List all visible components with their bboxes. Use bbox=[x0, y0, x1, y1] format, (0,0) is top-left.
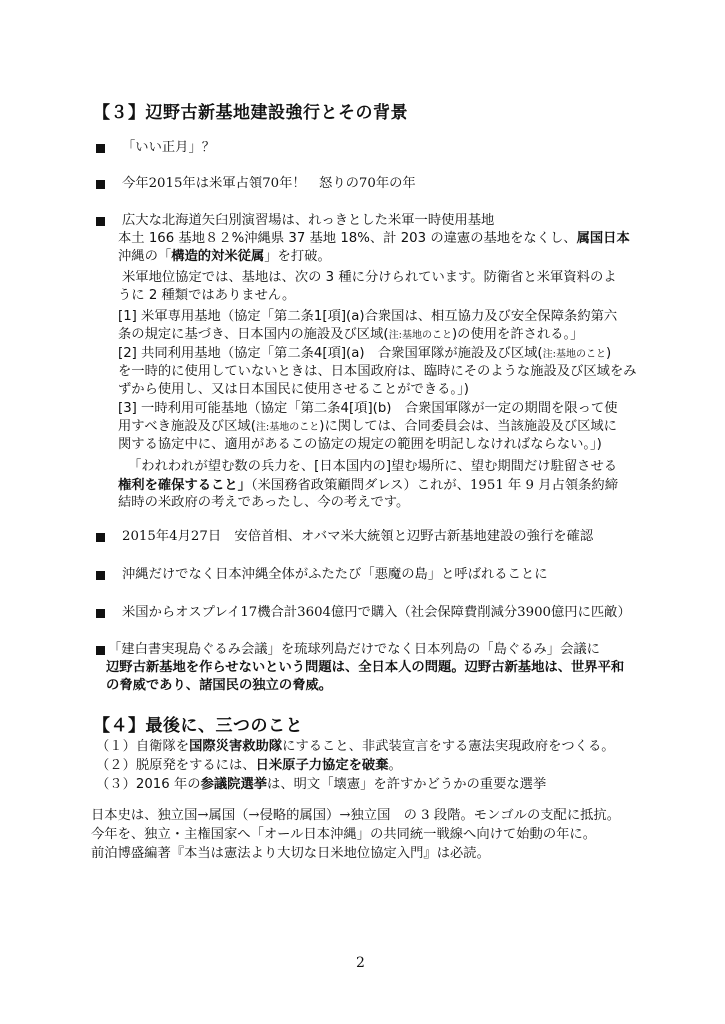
paragraph-line bbox=[118, 230, 630, 248]
text-run: （２）脱原発をするには、 bbox=[96, 758, 256, 773]
bullet-item: 「建白書実現島ぐるみ会議」を琉球列島だけでなく日本列島の「島ぐるみ」会議に bbox=[108, 642, 600, 657]
bullet-item: 沖縄だけでなく日本沖縄全体がふたたび「悪魔の島」と呼ばれることに bbox=[122, 567, 548, 582]
bullet-square-icon bbox=[96, 217, 105, 226]
bold-text: 権利を確保すること」 bbox=[118, 478, 251, 493]
paragraph-line bbox=[118, 326, 583, 345]
text-run: 沖縄の「 bbox=[118, 249, 172, 264]
note-text: 注:基地のこと bbox=[388, 330, 452, 341]
note-text: 注:基地のこと bbox=[542, 349, 606, 360]
text-run: にすること、非武装宣言をする憲法実現政府をつくる。 bbox=[282, 739, 615, 754]
bold-text: 属国日本 bbox=[576, 231, 630, 246]
page-number: 2 bbox=[356, 955, 365, 971]
bullet-square-icon bbox=[96, 609, 105, 618]
note-text: 注:基地のこと bbox=[255, 422, 320, 433]
paragraph-line: 結時の米政府の考えであったし、今の考えです。 bbox=[118, 495, 410, 510]
bullet-item: 「いい正月」？ bbox=[122, 140, 216, 155]
text-run: （米国務省政策顧問ダレス）これが、1951 年 9 月占領条約締 bbox=[250, 478, 619, 493]
text-run: [2] 共同利用基地（協定「第二条4[項](a) 合衆国軍隊が施設及び区域( bbox=[118, 346, 543, 361]
text-run: 用すべき施設及び区域( bbox=[118, 419, 256, 434]
bullet-square-icon bbox=[96, 533, 105, 542]
text-run: （３）2016 年の bbox=[96, 777, 201, 792]
bullet-item: 広大な北海道矢臼別演習場は、れっきとした米軍一時使用基地 bbox=[122, 213, 495, 228]
text-run: )の使用を許される。」 bbox=[451, 327, 584, 342]
paragraph-line: 日本史は、独立国→属国（→侵略的属国）→独立国 の 3 段階。モンゴルの支配に抵抗。 bbox=[91, 808, 621, 823]
bullet-item: 米国からオスプレイ17機合計3604億円で購入（社会保障費削減分3900億円に匹敵） bbox=[122, 605, 631, 620]
paragraph-line: を一時的に使用していないときは、日本国政府は、臨時にそのような施設及び区域をみ bbox=[118, 364, 637, 379]
paragraph-line: の脅威であり、諸国民の独立の脅威。 bbox=[106, 678, 333, 693]
paragraph-line: 「われわれが望む数の兵力を、[日本国内の]望む場所に、望む期間だけ駐留させる bbox=[128, 459, 618, 474]
paragraph-line: 辺野古新基地を作らせないという問題は、全日本人の問題。辺野古新基地は、世界平和 bbox=[106, 660, 625, 675]
bullet-square-icon bbox=[96, 144, 105, 153]
text-run: 」を打破。 bbox=[264, 249, 331, 264]
paragraph-line: [1] 米軍専用基地（協定「第二条1[項](a)合衆国は、相互協力及び安全保障条約第六 bbox=[118, 309, 618, 324]
bullet-square-icon bbox=[96, 180, 105, 189]
paragraph-line: 今年を、独立・主権国家へ「オール日本沖縄」の共同統一戦線へ向けて始動の年に。 bbox=[91, 827, 597, 842]
paragraph-line bbox=[118, 476, 618, 495]
list-item bbox=[96, 738, 615, 756]
bold-text: 国際災害救助隊 bbox=[189, 739, 283, 754]
bold-text: 構造的対米従属 bbox=[171, 249, 265, 264]
list-item bbox=[96, 757, 402, 775]
paragraph-line bbox=[118, 345, 611, 364]
text-run: )に関しては、合同委員会は、当該施設及び区域に bbox=[319, 419, 617, 434]
paragraph-line: うに 2 種類ではありません。 bbox=[118, 288, 296, 303]
paragraph-line: [3] 一時利用可能基地（協定「第二条4[項](b) 合衆国軍隊が一定の期間を限って使 bbox=[118, 401, 618, 416]
text-run: 。 bbox=[388, 758, 402, 773]
paragraph-line: 前泊博盛編著『本当は憲法より大切な日米地位協定入門』は必読。 bbox=[91, 846, 490, 861]
text-run: 条の規定に基づき、日本国内の施設及び区域( bbox=[118, 327, 389, 342]
section4-heading: 【４】最後に、三つのこと bbox=[93, 716, 303, 736]
bold-text: 参議院選挙 bbox=[200, 777, 268, 792]
text-run: （１）自衛隊を bbox=[96, 739, 190, 754]
paragraph-line bbox=[118, 248, 331, 266]
bold-text: 日米原子力協定を破棄 bbox=[255, 758, 389, 773]
bullet-item: 今年2015年は米軍占領70年！ 怒りの70年の年 bbox=[122, 176, 416, 191]
section3-heading: 【３】辺野古新基地建設強行とその背景 bbox=[93, 103, 408, 123]
paragraph-line: ずから使用し、又は日本国民に使用させることができる。」) bbox=[118, 382, 469, 397]
text-run: ) bbox=[606, 346, 612, 361]
bullet-item: 2015年4月27日 安倍首相、オバマ米大統領と辺野古新基地建設の強行を確認 bbox=[122, 529, 594, 544]
text-run: は、明文「壊憲」を許すかどうかの重要な選挙 bbox=[267, 777, 547, 792]
paragraph-line: 米軍地位協定では、基地は、次の 3 種に分けられています。防衛省と米軍資料のよ bbox=[122, 270, 617, 285]
list-item bbox=[96, 776, 546, 794]
paragraph-line: 関する協定中に、適用があるこの協定の規定の範囲を明記しなければならない。」) bbox=[118, 437, 602, 452]
text-run: 本土 166 基地８２%沖縄県 37 基地 18%、計 203 の違憲の基地をなくし、 bbox=[118, 231, 577, 246]
paragraph-line bbox=[118, 418, 617, 437]
bullet-square-icon bbox=[96, 646, 105, 655]
bullet-square-icon bbox=[96, 571, 105, 580]
